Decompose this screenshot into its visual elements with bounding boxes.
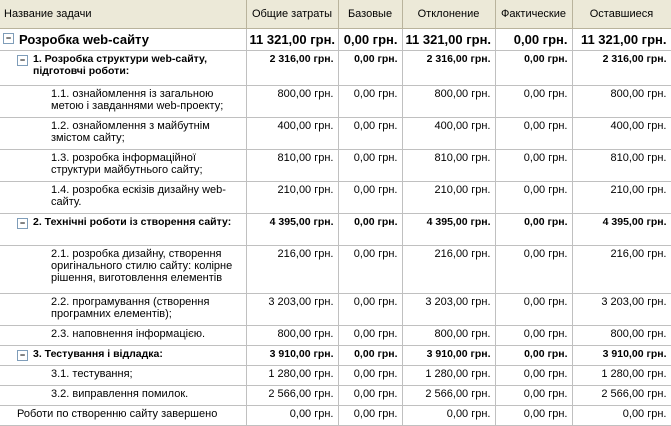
- task-name-label: Роботи по створенню сайту завершено: [17, 408, 218, 420]
- actual-cost-cell[interactable]: 0,00 грн.: [495, 406, 572, 426]
- task-name-label: 3.1. тестування;: [51, 368, 133, 380]
- remaining-cost-cell[interactable]: 400,00 грн.: [572, 118, 671, 150]
- task-name-cell[interactable]: [0, 326, 246, 346]
- actual-cost-cell[interactable]: 0,00 грн.: [495, 346, 572, 366]
- task-row[interactable]: [0, 86, 671, 118]
- column-header-task-name[interactable]: Название задачи: [0, 0, 246, 29]
- column-header-remaining[interactable]: Оставшиеся: [572, 0, 671, 29]
- actual-cost-cell[interactable]: 0,00 грн.: [495, 86, 572, 118]
- header-row: [0, 0, 671, 29]
- task-name-label: 1.3. розробка інформаційної структури майбутнього сайту;: [51, 152, 203, 176]
- baseline-cost-cell[interactable]: 0,00 грн.: [338, 386, 402, 406]
- variance-cell[interactable]: 210,00 грн.: [402, 182, 495, 214]
- baseline-cost-cell[interactable]: 0,00 грн.: [338, 86, 402, 118]
- remaining-cost-cell[interactable]: 3 910,00 грн.: [572, 346, 671, 366]
- task-row[interactable]: [0, 386, 671, 406]
- actual-cost-cell[interactable]: 0,00 грн.: [495, 214, 572, 246]
- task-row[interactable]: [0, 294, 671, 326]
- actual-cost-cell[interactable]: 0,00 грн.: [495, 29, 572, 51]
- remaining-cost-cell[interactable]: 810,00 грн.: [572, 150, 671, 182]
- variance-cell[interactable]: 800,00 грн.: [402, 86, 495, 118]
- baseline-cost-cell[interactable]: 0,00 грн.: [338, 326, 402, 346]
- task-name-label: 3. Тестування і відладка:: [33, 348, 163, 360]
- summary-task-row[interactable]: [0, 346, 671, 366]
- actual-cost-cell[interactable]: 0,00 грн.: [495, 150, 572, 182]
- actual-cost-cell[interactable]: 0,00 грн.: [495, 294, 572, 326]
- collapse-toggle-icon[interactable]: −: [17, 218, 28, 229]
- task-name-cell[interactable]: [0, 86, 246, 118]
- task-name-cell[interactable]: [0, 366, 246, 386]
- baseline-cost-cell[interactable]: 0,00 грн.: [338, 150, 402, 182]
- baseline-cost-cell[interactable]: 0,00 грн.: [338, 118, 402, 150]
- actual-cost-cell[interactable]: 0,00 грн.: [495, 182, 572, 214]
- baseline-cost-cell[interactable]: 0,00 грн.: [338, 294, 402, 326]
- baseline-cost-cell[interactable]: 0,00 грн.: [338, 29, 402, 51]
- variance-cell[interactable]: 810,00 грн.: [402, 150, 495, 182]
- total-cost-cell[interactable]: 210,00 грн.: [246, 182, 338, 214]
- total-cost-cell[interactable]: 800,00 грн.: [246, 86, 338, 118]
- baseline-cost-cell[interactable]: 0,00 грн.: [338, 246, 402, 294]
- task-name-label: 1.2. ознайомлення з майбутнім змістом сайту;: [51, 120, 210, 144]
- actual-cost-cell[interactable]: 0,00 грн.: [495, 366, 572, 386]
- remaining-cost-cell[interactable]: 4 395,00 грн.: [572, 214, 671, 246]
- variance-cell[interactable]: 3 910,00 грн.: [402, 346, 495, 366]
- task-row[interactable]: [0, 246, 671, 294]
- variance-cell[interactable]: 800,00 грн.: [402, 326, 495, 346]
- total-cost-cell[interactable]: 1 280,00 грн.: [246, 366, 338, 386]
- variance-cell[interactable]: 4 395,00 грн.: [402, 214, 495, 246]
- collapse-toggle-icon[interactable]: −: [17, 55, 28, 66]
- total-cost-cell[interactable]: 810,00 грн.: [246, 150, 338, 182]
- collapse-toggle-icon[interactable]: −: [3, 33, 14, 44]
- remaining-cost-cell[interactable]: 216,00 грн.: [572, 246, 671, 294]
- task-name-label: 2.2. програмування (створення програмних елементів);: [51, 296, 210, 320]
- total-cost-cell[interactable]: 0,00 грн.: [246, 406, 338, 426]
- remaining-cost-cell[interactable]: 210,00 грн.: [572, 182, 671, 214]
- remaining-cost-cell[interactable]: 0,00 грн.: [572, 406, 671, 426]
- task-row[interactable]: [0, 150, 671, 182]
- task-name-cell[interactable]: [0, 150, 246, 182]
- actual-cost-cell[interactable]: 0,00 грн.: [495, 386, 572, 406]
- task-name-cell[interactable]: [0, 246, 246, 294]
- variance-cell[interactable]: 2 316,00 грн.: [402, 51, 495, 86]
- variance-cell[interactable]: 400,00 грн.: [402, 118, 495, 150]
- variance-cell[interactable]: 2 566,00 грн.: [402, 386, 495, 406]
- total-cost-cell[interactable]: 11 321,00 грн.: [246, 29, 338, 51]
- task-name-label: 1.1. ознайомлення із загальною метою і завданнями web-проекту;: [51, 88, 224, 112]
- collapse-toggle-icon[interactable]: −: [17, 350, 28, 361]
- actual-cost-cell[interactable]: 0,00 грн.: [495, 118, 572, 150]
- baseline-cost-cell[interactable]: 0,00 грн.: [338, 182, 402, 214]
- task-name-label: 2.1. розробка дизайну, створення оригінального стилю сайту: колірне рішення, виготовлення елементів: [51, 248, 233, 284]
- task-name-label: 1.4. розробка ескізів дизайну web-сайту.: [51, 184, 226, 208]
- total-cost-cell[interactable]: 216,00 грн.: [246, 246, 338, 294]
- total-cost-cell[interactable]: 3 203,00 грн.: [246, 294, 338, 326]
- remaining-cost-cell[interactable]: 11 321,00 грн.: [572, 29, 671, 51]
- actual-cost-cell[interactable]: 0,00 грн.: [495, 326, 572, 346]
- baseline-cost-cell[interactable]: 0,00 грн.: [338, 214, 402, 246]
- total-cost-cell[interactable]: 4 395,00 грн.: [246, 214, 338, 246]
- column-header-baseline[interactable]: Базовые: [338, 0, 402, 29]
- task-name-label: 2.3. наповнення інформацією.: [51, 328, 206, 340]
- remaining-cost-cell[interactable]: 2 566,00 грн.: [572, 386, 671, 406]
- task-row[interactable]: [0, 366, 671, 386]
- total-cost-cell[interactable]: 2 566,00 грн.: [246, 386, 338, 406]
- task-name-label: 2. Технічні роботи із створення сайту:: [33, 216, 232, 228]
- task-name-cell[interactable]: [0, 118, 246, 150]
- remaining-cost-cell[interactable]: 800,00 грн.: [572, 86, 671, 118]
- task-name-cell[interactable]: [0, 406, 246, 426]
- total-cost-cell[interactable]: 3 910,00 грн.: [246, 346, 338, 366]
- task-name-cell[interactable]: [0, 346, 246, 366]
- baseline-cost-cell[interactable]: 0,00 грн.: [338, 406, 402, 426]
- remaining-cost-cell[interactable]: 800,00 грн.: [572, 326, 671, 346]
- task-row[interactable]: [0, 326, 671, 346]
- task-name-cell[interactable]: [0, 29, 246, 51]
- column-header-total-cost[interactable]: Общие затраты: [246, 0, 338, 29]
- task-name-cell[interactable]: [0, 294, 246, 326]
- task-name-cell[interactable]: [0, 214, 246, 246]
- remaining-cost-cell[interactable]: 3 203,00 грн.: [572, 294, 671, 326]
- variance-cell[interactable]: 3 203,00 грн.: [402, 294, 495, 326]
- project-summary-row[interactable]: [0, 29, 671, 51]
- baseline-cost-cell[interactable]: 0,00 грн.: [338, 51, 402, 86]
- task-name-label: 1. Розробка структури web-сайту, підготовчі роботи:: [33, 53, 208, 77]
- total-cost-cell[interactable]: 2 316,00 грн.: [246, 51, 338, 86]
- summary-task-row[interactable]: [0, 51, 671, 86]
- total-cost-cell[interactable]: 800,00 грн.: [246, 326, 338, 346]
- variance-cell[interactable]: 1 280,00 грн.: [402, 366, 495, 386]
- actual-cost-cell[interactable]: 0,00 грн.: [495, 246, 572, 294]
- baseline-cost-cell[interactable]: 0,00 грн.: [338, 366, 402, 386]
- summary-task-row[interactable]: [0, 214, 671, 246]
- column-header-actual[interactable]: Фактические: [495, 0, 572, 29]
- variance-cell[interactable]: 216,00 грн.: [402, 246, 495, 294]
- column-header-variance[interactable]: Отклонение: [402, 0, 495, 29]
- remaining-cost-cell[interactable]: 1 280,00 грн.: [572, 366, 671, 386]
- task-name-label: Розробка web-сайту: [19, 32, 149, 47]
- actual-cost-cell[interactable]: 0,00 грн.: [495, 51, 572, 86]
- variance-cell[interactable]: 0,00 грн.: [402, 406, 495, 426]
- task-row[interactable]: [0, 406, 671, 426]
- task-name-cell[interactable]: [0, 182, 246, 214]
- task-name-label: 3.2. виправлення помилок.: [51, 388, 189, 400]
- baseline-cost-cell[interactable]: 0,00 грн.: [338, 346, 402, 366]
- task-name-cell[interactable]: [0, 386, 246, 406]
- task-row[interactable]: [0, 118, 671, 150]
- task-row[interactable]: [0, 182, 671, 214]
- variance-cell[interactable]: 11 321,00 грн.: [402, 29, 495, 51]
- task-name-cell[interactable]: [0, 51, 246, 86]
- remaining-cost-cell[interactable]: 2 316,00 грн.: [572, 51, 671, 86]
- total-cost-cell[interactable]: 400,00 грн.: [246, 118, 338, 150]
